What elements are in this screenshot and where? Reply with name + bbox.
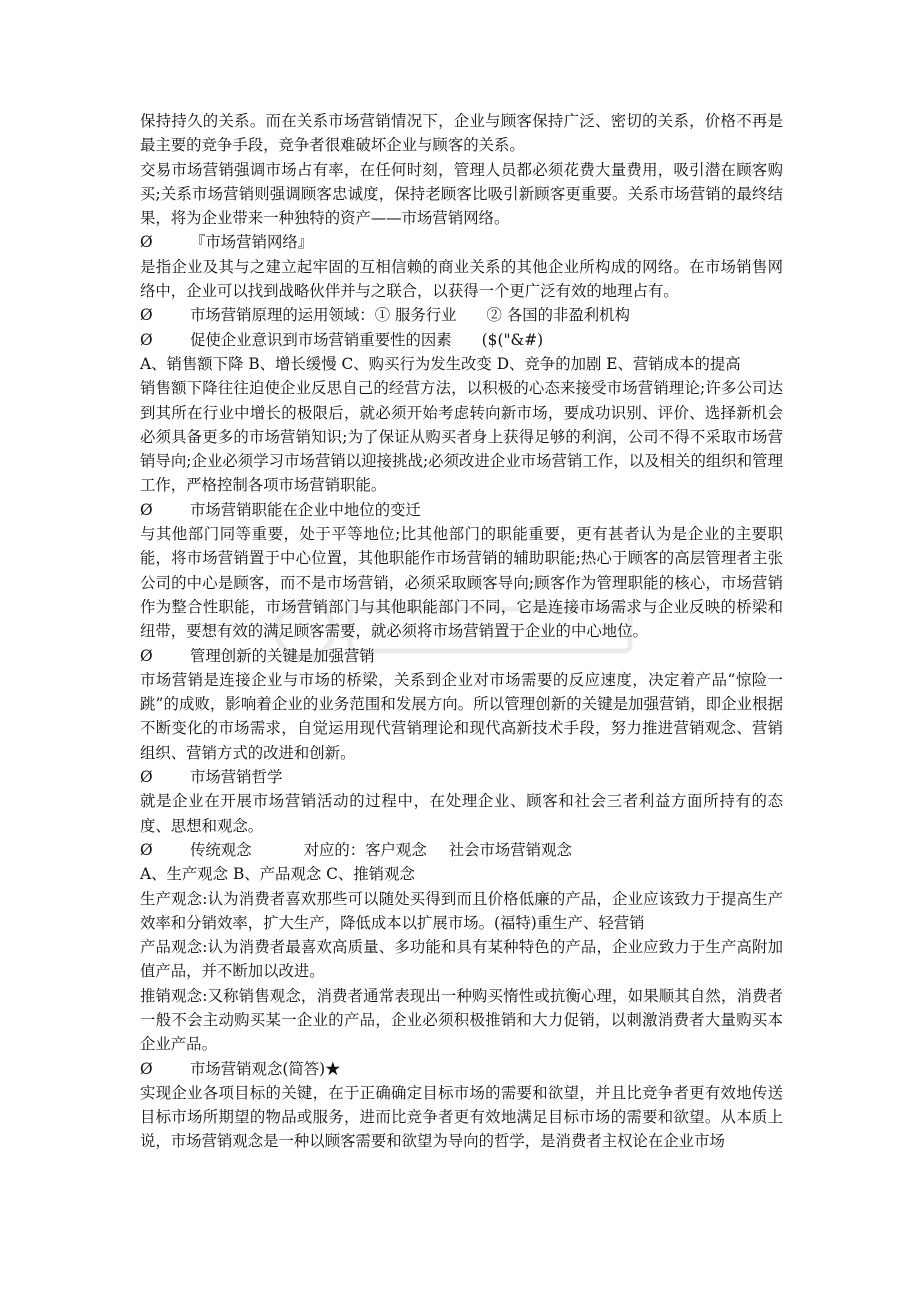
heading-text: 市场营销原理的运用领域：① 服务行业	[190, 306, 457, 325]
paragraph: 与其他部门同等重要，处于平等地位;比其他部门的职能重要，更有甚者认为是企业的主要职能，将市场营销置于中心位置，其他职能作市场营销的辅助职能;热心于顾客的高层管理者主张公司的中心是顾客，而不是市场营销，必须采取顾客导向;顾客作为管理职能的核心，市场营销作为整合性职能，市场营销部门与其他职能部门不同，它是连接市场需求与企业反映的桥梁和纽带，要想有效的满足顾客需要，就必须将市场营销置于企业的中心地位。	[140, 525, 783, 641]
heading-text: 促使企业意识到市场营销重要性的因素	[190, 330, 452, 349]
paragraph: 就是企业在开展市场营销活动的过程中，在处理企业、顾客和社会三者利益方面所持有的态度、思想和观念。	[140, 792, 783, 835]
heading-text: 社会市场营销观念	[448, 840, 572, 859]
paragraph: 是指企业及其与之建立起牢固的互相信赖的商业关系的其他企业所构成的网络。在市场销售网络中，企业可以找到战略伙伴并与之联合，以获得一个更广泛有效的地理占有。	[140, 257, 783, 301]
bullet-heading	[140, 303, 783, 327]
paragraph: 实现企业各项目标的关键，在于正确确定目标市场的需要和欲望，并且比竞争者更有效地传送目标市场所期望的物品或服务，进而比竞争者更有效地满足目标市场的需要和欲望。从本质上说，市场营销观念是一种以顾客需要和欲望为导向的哲学，是消费者主权论在企业市场	[140, 1083, 783, 1151]
paragraph: 市场营销是连接企业与市场的桥梁，关系到企业对市场需要的反应速度，决定着产品“惊险一跳”的成败，影响着企业的业务范围和发展方向。所以管理创新的关键是加强营销，即企业根据不断变化的市场需求，自觉运用现代营销理论和现代高新技术手段，努力推进营销观念、营销组织、营销方式的改进和创新。	[140, 670, 783, 762]
bullet-marker: Ø	[140, 1059, 153, 1078]
heading-text: ② 各国的非盈利机构	[486, 306, 630, 325]
heading-text: 对应的：客户观念	[303, 840, 427, 859]
bullet-heading	[140, 498, 783, 522]
bullet-marker: Ø	[140, 330, 153, 349]
bullet-marker: Ø	[140, 306, 153, 325]
bullet-marker: Ø	[140, 768, 153, 787]
heading-text: 市场营销观念(简答)★	[190, 1059, 341, 1078]
paragraph: A、销售额下降 B、增长缓慢 C、购买行为发生改变 D、竞争的加剧 E、营销成本的提高	[140, 354, 741, 373]
paragraph: 产品观念:认为消费者最喜欢高质量、多功能和具有某种特色的产品，企业应致力于生产高附加值产品，并不断加以改进。	[140, 938, 783, 981]
bullet-heading	[140, 1057, 783, 1081]
heading-text: 市场营销哲学	[190, 768, 283, 787]
bullet-heading	[140, 328, 783, 352]
paragraph: 保持持久的关系。而在关系市场营销情况下，企业与顾客保持广泛、密切的关系，价格不再是最主要的竞争手段，竞争者很难破坏企业与顾客的关系。	[140, 112, 783, 155]
bullet-marker: Ø	[140, 840, 153, 859]
heading-text: 管理创新的关键是加强营销	[190, 646, 375, 665]
bullet-marker: Ø	[140, 646, 153, 665]
heading-text: 『市场营销网络』	[190, 233, 314, 252]
heading-text: 传统观念	[190, 840, 252, 859]
bullet-heading	[140, 644, 783, 668]
bullet-heading	[140, 838, 783, 862]
heading-code: ($("&#)	[481, 330, 544, 349]
heading-text: 市场营销职能在企业中地位的变迁	[190, 500, 421, 519]
bullet-heading	[140, 230, 783, 254]
document-body	[140, 109, 783, 1154]
bullet-marker: Ø	[140, 233, 153, 252]
paragraph: A、生产观念 B、产品观念 C、推销观念	[140, 865, 415, 884]
paragraph: 推销观念:又称销售观念，消费者通常表现出一种购买惰性或抗衡心理，如果顺其自然，消费者一般不会主动购买某一企业的产品，企业必须积极推销和大力促销，以刺激消费者大量购买本企业产品。	[140, 986, 783, 1054]
bullet-marker: Ø	[140, 500, 153, 519]
paragraph: 生产观念:认为消费者喜欢那些可以随处买得到而且价格低廉的产品，企业应该致力于提高生产效率和分销效率，扩大生产，降低成本以扩展市场。(福特)重生产、轻营销	[140, 889, 783, 932]
paragraph: 交易市场营销强调市场占有率，在任何时刻，管理人员都必须花费大量费用，吸引潜在顾客购买;关系市场营销则强调顾客忠诚度，保持老顾客比吸引新顾客更重要。关系市场营销的最终结果，将为企业带来一种独特的资产——市场营销网络。	[140, 160, 783, 228]
paragraph: 销售额下降往往迫使企业反思自己的经营方法，以积极的心态来接受市场营销理论;许多公司达到其所在行业中增长的极限后，就必须开始考虑转向新市场，要成功识别、评价、选择新机会必须具备更多的市场营销知识;为了保证从购买者身上获得足够的利润，公司不得不采取市场营销导向;企业必须学习市场营销以迎接挑战;必须改进企业市场营销工作，以及相关的组织和管理工作，严格控制各项市场营销职能。	[140, 379, 783, 495]
bullet-heading	[140, 765, 783, 789]
